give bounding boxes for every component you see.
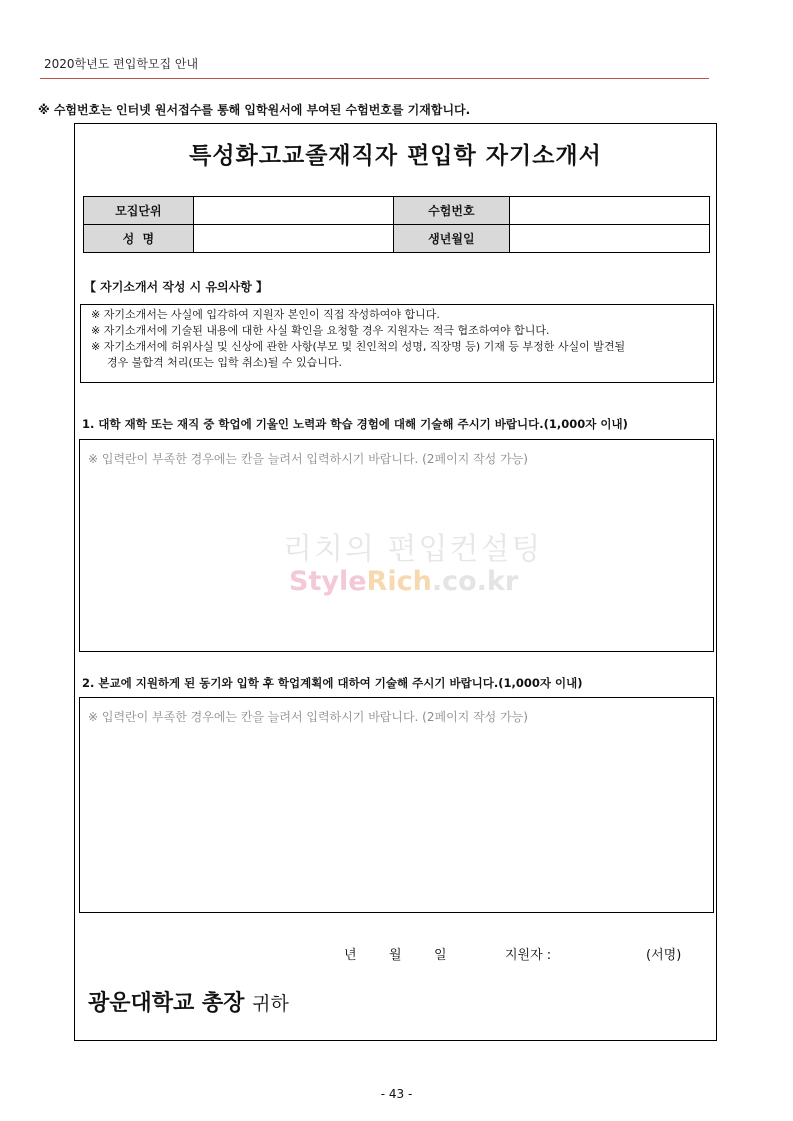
unit-field[interactable] xyxy=(193,197,393,225)
watermark-domain: .co.kr xyxy=(431,566,519,597)
form-title: 특성화고교졸재직자 편입학 자기소개서 xyxy=(189,143,602,169)
question-2-text: 2. 본교에 지원하게 된 동기와 입학 후 학업계획에 대하여 기술해 주시기 바랍니다.(1,000자 이내) xyxy=(82,676,583,690)
caution-item: ※ 자기소개서는 사실에 입각하여 지원자 본인이 직접 작성하여야 합니다. xyxy=(91,308,440,321)
signature-label: (서명) xyxy=(646,948,682,963)
applicant-info-table xyxy=(83,196,710,253)
page-number: - 43 - xyxy=(380,1087,413,1101)
answer-1-placeholder: ※ 입력란이 부족한 경우에는 칸을 늘려서 입력하시기 바랍니다. (2페이지 작성 가능) xyxy=(88,452,528,466)
caution-item: 경우 불합격 처리(또는 입학 취소)될 수 있습니다. xyxy=(107,356,342,369)
watermark-style: Style xyxy=(289,566,367,597)
table-row xyxy=(84,225,710,253)
addressee-name: 광운대학교 총장 xyxy=(88,991,245,1016)
name-label: 성 명 xyxy=(84,225,194,253)
date-day: 일 xyxy=(434,948,447,963)
answer-2-placeholder: ※ 입력란이 부족한 경우에는 칸을 늘려서 입력하시기 바랍니다. (2페이지 작성 가능) xyxy=(88,710,528,724)
question-1-text: 1. 대학 재학 또는 재직 중 학업에 기울인 노력과 학습 경험에 대해 기술해 주시기 바랍니다.(1,000자 이내) xyxy=(82,417,628,431)
name-field[interactable] xyxy=(193,225,393,253)
applicant-label: 지원자 : xyxy=(505,948,552,963)
cautions-box xyxy=(80,304,714,383)
exam-number-label: 수험번호 xyxy=(393,197,509,225)
addressee-suffix: 귀하 xyxy=(252,993,289,1015)
caution-item: ※ 자기소개서에 허위사실 및 신상에 관한 사항(부모 및 친인척의 성명, 직장명 등) 기재 등 부정한 사실이 발견될 xyxy=(91,340,626,353)
watermark-text: 리치의 편입컨설팅 xyxy=(283,532,543,567)
unit-label: 모집단위 xyxy=(84,197,194,225)
addressee xyxy=(88,986,289,1017)
exam-number-field[interactable] xyxy=(509,197,709,225)
header-title: 2020학년도 편입학모집 안내 xyxy=(44,57,199,71)
birth-date-field[interactable] xyxy=(509,225,709,253)
header-divider xyxy=(40,78,709,79)
cautions-heading: 【 자기소개서 작성 시 유의사항 】 xyxy=(84,280,268,294)
watermark-logo xyxy=(289,566,518,597)
date-year: 년 xyxy=(344,948,357,963)
watermark-rich: Rich xyxy=(366,566,432,597)
table-row xyxy=(84,197,710,225)
caution-item: ※ 자기소개서에 기술된 내용에 대한 사실 확인을 요청할 경우 지원자는 적극 협조하여야 합니다. xyxy=(91,324,550,337)
date-month: 월 xyxy=(389,948,402,963)
exam-number-notice: ※ 수험번호는 인터넷 원서접수를 통해 입학원서에 부여된 수험번호를 기재합니다. xyxy=(38,103,471,117)
answer-2-textarea[interactable] xyxy=(79,697,714,913)
birth-date-label: 생년월일 xyxy=(393,225,509,253)
